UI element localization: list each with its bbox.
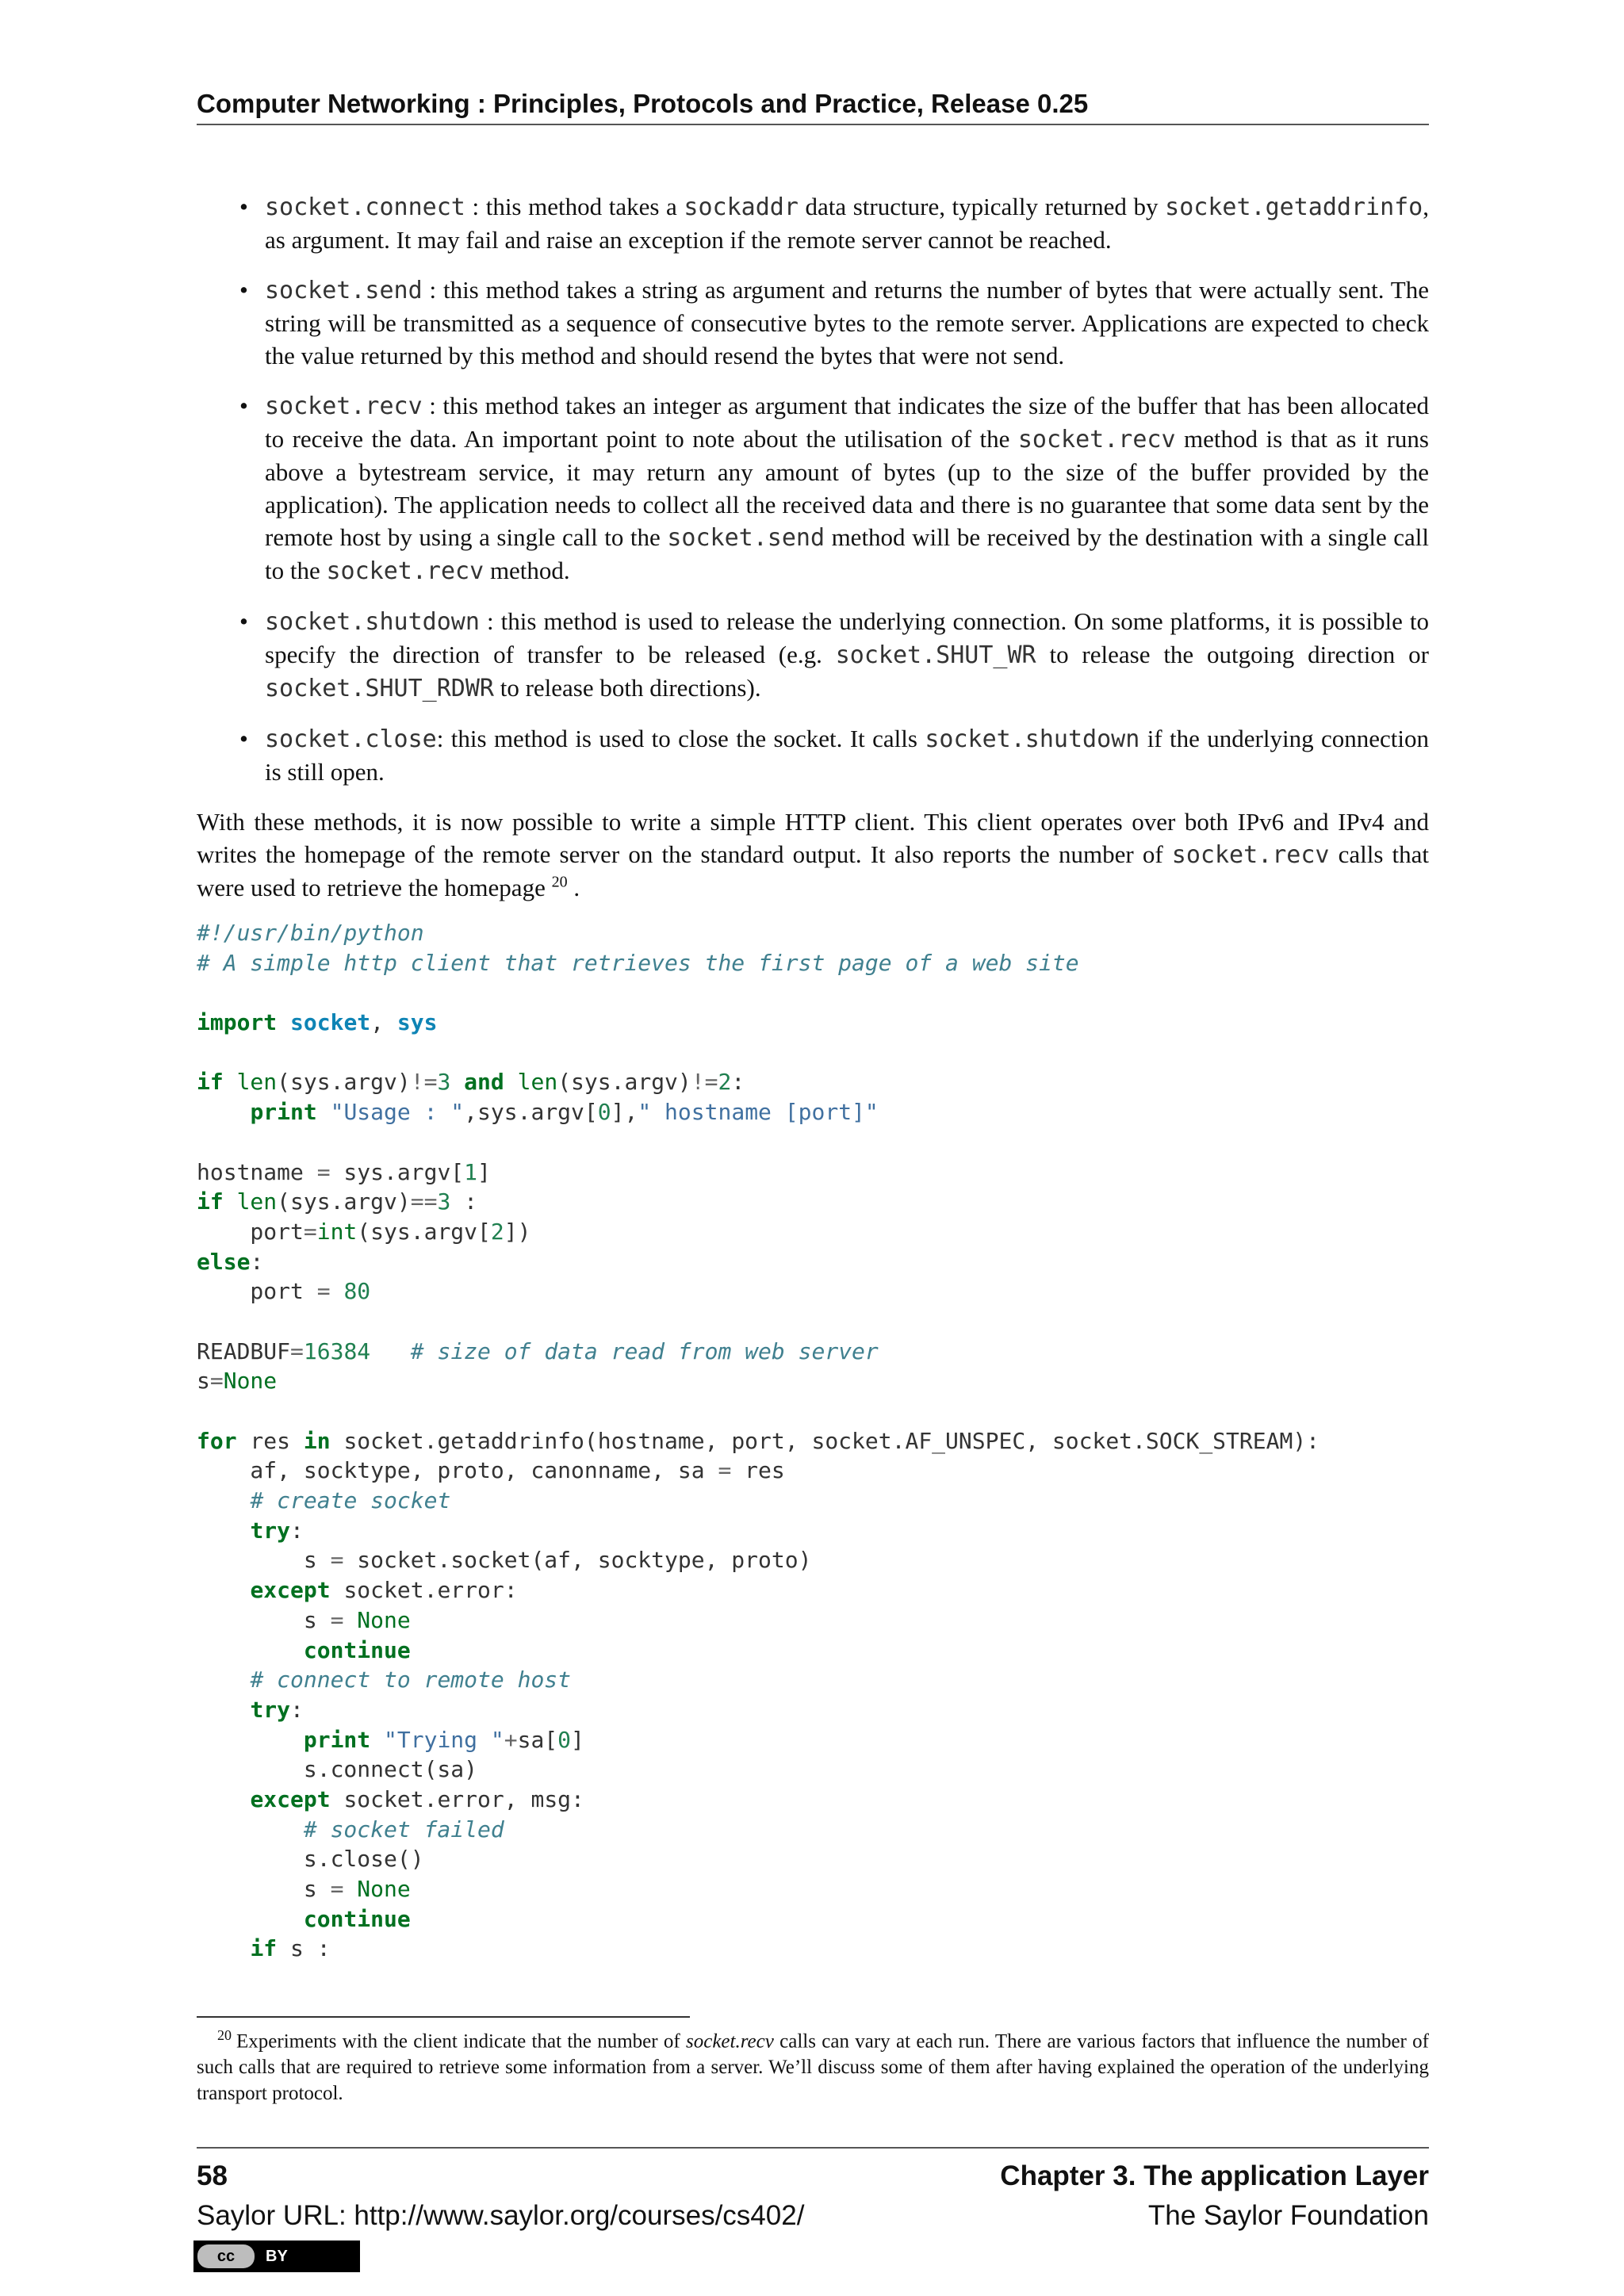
code-token: socket <box>290 1009 371 1036</box>
code-token: res <box>731 1457 785 1484</box>
method-item-socket-send <box>197 274 1429 372</box>
code-token: print <box>303 1726 371 1753</box>
code-line <box>197 1008 1429 1038</box>
saylor-url[interactable]: Saylor URL: http://www.saylor.org/courses/cs402/ <box>197 2200 805 2231</box>
method-item-socket-close <box>197 722 1429 788</box>
header-title: Computer Networking : Principles, Protocols and Practice, Release 0.25 <box>197 89 1089 118</box>
code-token: 16384 <box>303 1337 371 1364</box>
text-run: . <box>567 874 580 901</box>
text-run: : this method takes a string as argument and returns the number of bytes that were actually sent. The string will be transmitted as a sequence of consecutive bytes to the remote server. Applications are expected to check the value returned by this method and should resend the bytes that were not send. <box>265 276 1429 369</box>
code-token: if <box>250 1935 278 1962</box>
bullet-icon: • <box>239 276 248 304</box>
inline-code: socket.send <box>667 524 825 552</box>
text-run: calls can vary at each run. There are various factors that influence the number of such calls that are required to retrieve some information from a server. We’ll discuss some of them after having explained the operation of the underlying transport protocol. <box>197 2030 1429 2105</box>
code-token: continue <box>303 1905 411 1932</box>
method-item-socket-shutdown <box>197 605 1429 705</box>
code-token: " hostname [port]" <box>638 1099 879 1126</box>
text-run: : this method takes a <box>465 193 684 220</box>
code-token: = <box>209 1368 224 1395</box>
code-token: len <box>236 1069 278 1096</box>
code-token: = <box>290 1337 304 1364</box>
inline-code: socket.recv <box>1017 426 1176 453</box>
code-token: ] <box>477 1158 491 1185</box>
code-token <box>370 1727 384 1753</box>
code-line <box>197 1337 1429 1367</box>
inline-code: socket.shutdown <box>925 725 1140 753</box>
code-line <box>197 1247 1429 1277</box>
code-token: # size of data read from web server <box>410 1337 879 1364</box>
text-run: , as argument. It may fail and raise an exception if the remote server cannot be reached. <box>265 193 1429 254</box>
code-token: "Usage : " <box>330 1099 465 1126</box>
code-token <box>370 1338 411 1364</box>
code-line <box>197 1874 1429 1904</box>
code-line <box>197 918 1429 948</box>
code-token: import <box>197 1009 278 1036</box>
code-token: try <box>250 1517 291 1544</box>
code-token: try <box>250 1696 291 1723</box>
code-line <box>197 1187 1429 1217</box>
code-line <box>197 1725 1429 1755</box>
code-token: = <box>316 1158 331 1185</box>
code-token: except <box>250 1785 331 1812</box>
code-token: 0 <box>597 1099 611 1126</box>
by-label: BY <box>266 2247 288 2265</box>
code-token: #!/usr/bin/python <box>197 920 424 946</box>
code-token: = <box>303 1218 317 1245</box>
code-token: af, socktype, proto, canonname, sa <box>197 1457 718 1484</box>
code-token: "Trying " <box>384 1726 504 1753</box>
code-token: s <box>197 1368 210 1395</box>
code-token: != <box>691 1069 718 1096</box>
bullet-icon: • <box>239 193 248 220</box>
footnote-divider <box>197 2016 690 2018</box>
code-token <box>277 1009 290 1035</box>
code-token: port <box>197 1278 317 1305</box>
code-token <box>197 1517 250 1544</box>
code-line <box>197 1755 1429 1785</box>
code-token: ], <box>611 1099 638 1126</box>
code-token: else <box>197 1248 251 1275</box>
code-token <box>197 1099 250 1125</box>
code-token: 3 <box>437 1188 451 1215</box>
code-line <box>197 1695 1429 1725</box>
code-token: sys <box>396 1009 438 1036</box>
code-line <box>197 1785 1429 1815</box>
code-token <box>197 1637 304 1663</box>
code-token: continue <box>303 1636 411 1663</box>
code-line <box>197 1844 1429 1874</box>
code-token: : <box>450 1188 478 1215</box>
inline-code: socket.connect <box>265 193 465 221</box>
code-line <box>197 1217 1429 1247</box>
code-token: None <box>357 1606 411 1633</box>
code-token: len <box>236 1188 278 1215</box>
code-token <box>197 1816 304 1843</box>
code-token: None <box>357 1876 411 1902</box>
code-token: s <box>197 1606 331 1633</box>
code-token: (sys.argv) <box>277 1069 411 1096</box>
text-run: to release the outgoing direction or <box>1036 641 1429 668</box>
footnote-number: 20 <box>217 2027 232 2043</box>
socket-methods-list <box>197 190 1429 788</box>
footnote-ref[interactable]: 20 <box>551 873 568 891</box>
code-token <box>197 1667 250 1693</box>
code-line <box>197 1067 1429 1097</box>
inline-code: socket.SHUT_WR <box>835 641 1036 669</box>
inline-code: sockaddr <box>684 193 799 221</box>
method-item-socket-recv <box>197 389 1429 587</box>
code-line <box>197 1636 1429 1666</box>
code-token: s : <box>277 1935 331 1962</box>
code-token <box>504 1069 518 1095</box>
code-line <box>197 1366 1429 1396</box>
body-paragraph <box>197 806 1429 904</box>
code-line <box>197 978 1429 1008</box>
running-header <box>197 89 1429 125</box>
code-line <box>197 1575 1429 1605</box>
code-token <box>197 1697 250 1723</box>
code-token: for <box>197 1427 237 1454</box>
code-token: 3 <box>437 1069 451 1096</box>
code-token: port <box>197 1218 304 1245</box>
code-token: except <box>250 1577 331 1604</box>
code-token: 0 <box>557 1726 572 1753</box>
code-token: socket.error: <box>330 1577 518 1604</box>
code-token: res <box>236 1427 304 1454</box>
code-token <box>197 1935 250 1961</box>
code-line <box>197 1815 1429 1845</box>
code-token: if <box>197 1069 224 1096</box>
code-token: (sys.argv) <box>277 1188 411 1215</box>
inline-code: socket.send <box>265 277 423 304</box>
inline-code: socket.recv <box>265 392 423 420</box>
code-token <box>317 1099 331 1125</box>
code-line <box>197 1276 1429 1307</box>
method-item-socket-connect <box>197 190 1429 256</box>
code-line <box>197 1127 1429 1158</box>
code-token: s <box>197 1547 331 1574</box>
code-token: # create socket <box>250 1487 451 1514</box>
cc-icon: cc <box>197 2244 255 2268</box>
code-token: = <box>316 1278 331 1305</box>
code-token: : <box>731 1069 745 1096</box>
text-run: to release both directions). <box>493 674 761 702</box>
code-line <box>197 1605 1429 1636</box>
text-run: method. <box>484 557 570 584</box>
code-token: == <box>410 1188 438 1215</box>
code-line <box>197 1934 1429 1964</box>
code-token: None <box>223 1368 278 1395</box>
inline-code: socket.recv <box>326 557 485 585</box>
code-token: # connect to remote host <box>250 1667 572 1693</box>
code-token: = <box>330 1606 344 1633</box>
code-token <box>343 1876 357 1902</box>
code-token: 80 <box>343 1278 371 1305</box>
code-token: = <box>330 1876 344 1902</box>
cc-by-license-badge <box>193 2241 360 2272</box>
inline-code: socket.recv <box>1171 841 1330 869</box>
code-token: s.connect(sa) <box>197 1756 478 1783</box>
code-token: sa[ <box>517 1726 558 1753</box>
bullet-icon: • <box>239 725 248 752</box>
code-token <box>197 1786 250 1812</box>
code-token: : <box>290 1696 304 1723</box>
page-footer <box>197 2147 1429 2236</box>
code-token: if <box>197 1188 224 1215</box>
code-token: # A simple http client that retrieves the first page of a web site <box>197 949 1079 976</box>
code-line <box>197 1516 1429 1546</box>
text-run: calls that were used to retrieve the homepage <box>197 840 1430 901</box>
code-line <box>197 1665 1429 1695</box>
code-listing <box>197 918 1429 1964</box>
code-token: socket.socket(af, socktype, proto) <box>343 1547 812 1574</box>
code-token: socket.error, msg: <box>330 1785 584 1812</box>
code-token: 2 <box>490 1218 504 1245</box>
bullet-icon: • <box>239 607 248 635</box>
main-content <box>197 190 1429 1964</box>
code-token: and <box>464 1069 504 1096</box>
text-run: Experiments with the client indicate that the number of <box>236 2030 687 2053</box>
code-token: len <box>517 1069 558 1096</box>
code-line <box>197 1545 1429 1575</box>
code-token: ,sys.argv[ <box>464 1099 598 1126</box>
text-run: method is that as it runs above a bytestream service, it may return any amount of bytes (up to the size of the buffer provided by the application). The application needs to collect all the received data and there is no guarantee that some data sent by the remote host by using a single call to the <box>265 425 1429 551</box>
code-line <box>197 1486 1429 1516</box>
text-run: : this method takes an integer as argument that indicates the size of the buffer that has been allocated to receive the data. An important point to note about the utilisation of the <box>265 392 1429 453</box>
inline-code: socket.close <box>265 725 437 753</box>
code-token: 2 <box>718 1069 732 1096</box>
code-token: s.close() <box>197 1846 424 1873</box>
code-token: : <box>250 1248 264 1275</box>
code-line <box>197 1904 1429 1934</box>
text-run: data structure, typically returned by <box>798 193 1166 220</box>
foundation-name: The Saylor Foundation <box>1147 2200 1429 2231</box>
code-token <box>197 1487 250 1513</box>
code-token <box>197 1727 304 1753</box>
code-token: : <box>290 1517 304 1544</box>
chapter-title: Chapter 3. The application Layer <box>1000 2160 1429 2191</box>
code-line <box>197 948 1429 978</box>
code-token: hostname <box>197 1158 317 1185</box>
code-line <box>197 1307 1429 1337</box>
code-token <box>224 1069 237 1095</box>
code-token: , <box>370 1009 397 1036</box>
footnote <box>197 2022 1429 2107</box>
text-run: method will be received by the destination with a single call to the <box>265 523 1430 584</box>
bullet-icon: • <box>239 392 248 419</box>
inline-code: socket.getaddrinfo <box>1165 193 1423 221</box>
inline-code: socket.SHUT_RDWR <box>265 675 494 702</box>
code-token: print <box>250 1099 317 1126</box>
code-token <box>450 1069 464 1095</box>
page-number: 58 <box>197 2160 228 2191</box>
code-token: (sys.argv) <box>557 1069 691 1096</box>
text-run: : this method is used to close the socket. It calls <box>436 725 925 752</box>
code-token: in <box>303 1427 331 1454</box>
code-token: s <box>197 1876 331 1902</box>
code-token: = <box>330 1547 344 1574</box>
code-token: # socket failed <box>303 1816 504 1843</box>
emphasis: socket.recv <box>686 2030 774 2053</box>
code-token <box>197 1577 250 1603</box>
code-line <box>197 1456 1429 1486</box>
code-token <box>197 1906 304 1932</box>
code-token: READBUF <box>197 1337 291 1364</box>
code-token <box>224 1188 237 1215</box>
code-token: sys.argv[ <box>330 1158 465 1185</box>
code-token: ]) <box>504 1218 531 1245</box>
code-line <box>197 1097 1429 1127</box>
code-token: + <box>504 1726 518 1753</box>
code-token: int <box>316 1218 358 1245</box>
code-token <box>331 1278 344 1304</box>
code-line <box>197 1158 1429 1188</box>
text-run: : this method is used to release the underlying connection. On some platforms, it is possible to specify the direction of transfer to be released (e.g. <box>265 607 1429 668</box>
code-token <box>343 1607 357 1633</box>
code-token: 1 <box>464 1158 478 1185</box>
code-token: socket.getaddrinfo(hostname, port, socket.AF_UNSPEC, socket.SOCK_STREAM): <box>330 1427 1320 1454</box>
code-line <box>197 1426 1429 1456</box>
text-run: With these methods, it is now possible to write a simple HTTP client. This client operates over both IPv6 and IPv4 and writes the homepage of the remote server on the standard output. It also reports the number of <box>197 808 1429 868</box>
text-run: if the underlying connection is still open. <box>265 725 1429 786</box>
inline-code: socket.shutdown <box>265 608 480 636</box>
code-line <box>197 1038 1429 1068</box>
code-token: ] <box>571 1726 584 1753</box>
code-token: != <box>410 1069 438 1096</box>
code-token: (sys.argv[ <box>357 1218 491 1245</box>
code-line <box>197 1396 1429 1426</box>
code-token: = <box>718 1457 732 1484</box>
